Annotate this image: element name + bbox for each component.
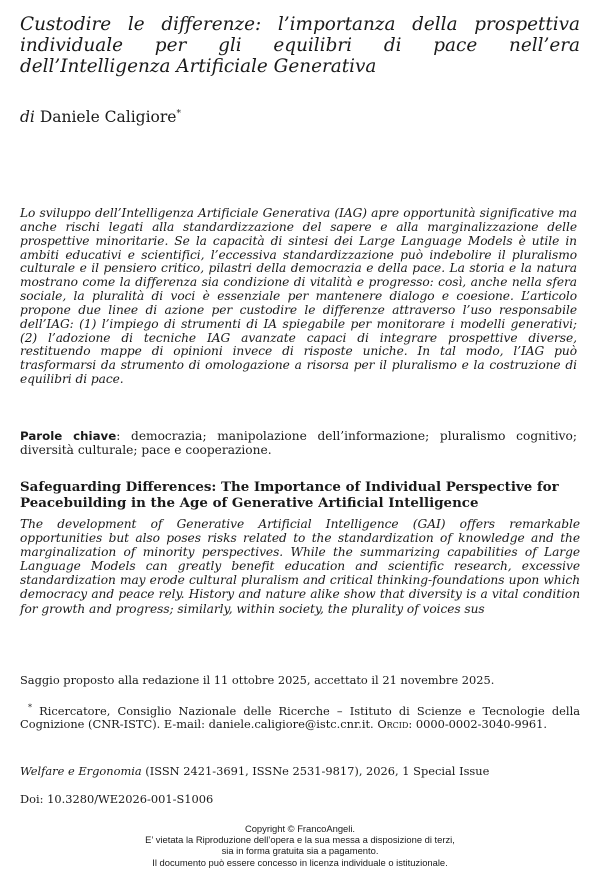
author-affiliation (20, 701, 580, 732)
keywords (20, 429, 577, 457)
copyright-line: Il documento può essere concesso in licenza individuale o istituzionale. (152, 856, 448, 868)
submission-dates: Saggio proposto alla redazione il 11 ottobre 2025, accettato il 21 novembre 2025. (20, 673, 495, 687)
author-footnote-marker: * (176, 109, 181, 119)
author-name: Daniele Caligiore (39, 108, 177, 126)
doi: Doi: 10.3280/WE2026-001-S1006 (20, 792, 214, 806)
copyright-line: Copyright © FrancoAngeli. (244, 823, 356, 834)
keywords-label: Parole chiave (20, 429, 117, 443)
journal-name: Welfare e Ergonomia (20, 764, 142, 778)
orcid-label: Orcid (377, 717, 409, 732)
abstract-italian: Lo sviluppo dell’Intelligenza Artificiale Generativa (IAG) apre opportunità significative ma anche rischi legati alla standardizzazione del sapere e alla marginalizzazione delle prospettive minoritarie. Se la capacità di sintesi dei Large Language Models è utile in ambiti educativi e scientifici, l’eccessiva standardizzazione può indebolire il pluralismo culturale e il pensiero critico, pilastri della democrazia e della pace. La storia e la natura mostrano come la differenza sia condizione di vitalità e progresso: così, anche nella sfera sociale, la pluralità di voci è essenziale per mantenere dialogo e coesione. L’articolo propone due linee di azione per custodire le differenze attraverso l’uso responsabile dell’IAG: (1) l’impiego di strumenti di IA spiegabile per monitorare i modelli generativi; (2) l’adozione di tecniche IAG avanzate capaci di integrare prospettive diverse, restituendo mappe di opinioni invece di risposte uniche. In tal modo, l’IAG può trasformarsi da strumento di omologazione a risorsa per il pluralismo e la costruzione di equilibri di pace. (20, 206, 577, 387)
affiliation-text: Ricercatore, Consiglio Nazionale delle Ricerche – Istituto di Scienze e Tecnologie della Cognizione (CNR-ISTC). E-mail: daniele.caligiore@istc.cnr.it. (20, 704, 580, 732)
author-line (20, 104, 181, 127)
article-title-italian: Custodire le differenze: l’importanza della prospettiva individuale per gli equilibri di pace nell’era dell’Intelligenza Artificiale Generativa (20, 14, 580, 77)
author-prefix: di (20, 108, 35, 126)
orcid-id: : 0000-0002-3040-9961. (408, 717, 547, 732)
abstract-english: The development of Generative Artificial Intelligence (GAI) offers remarkable opportunities but also poses risks related to the standardization of knowledge and the marginalization of minority perspectives. While the summarizing capabilities of Large Language Models can greatly benefit education and scientific research, excessive standardization may erode cultural pluralism and critical thinking-foundations upon which democracy and peace rely. History and nature alike show that diversity is a vital condition for growth and progress; similarly, within society, the plurality of voices sus (20, 517, 580, 616)
copyright-notice (0, 823, 600, 868)
affiliation-marker: * (28, 703, 32, 712)
keywords-text: : democrazia; manipolazione dell’informazione; pluralismo cognitivo; diversità culturale; pace e cooperazione. (20, 429, 577, 457)
copyright-line: E’ vietata la Riproduzione dell’opera e la sua messa a disposizione di terzi, (145, 834, 455, 846)
copyright-line: sia in forma gratuita sia a pagamento. (221, 845, 379, 857)
journal-citation (20, 765, 580, 778)
journal-details: (ISSN 2421-3691, ISSNe 2531-9817), 2026, 1 Special Issue (141, 764, 490, 778)
article-title-english: Safeguarding Differences: The Importance of Individual Perspective for Peacebuilding in the Age of Generative Artificial Intelligence (20, 479, 559, 511)
